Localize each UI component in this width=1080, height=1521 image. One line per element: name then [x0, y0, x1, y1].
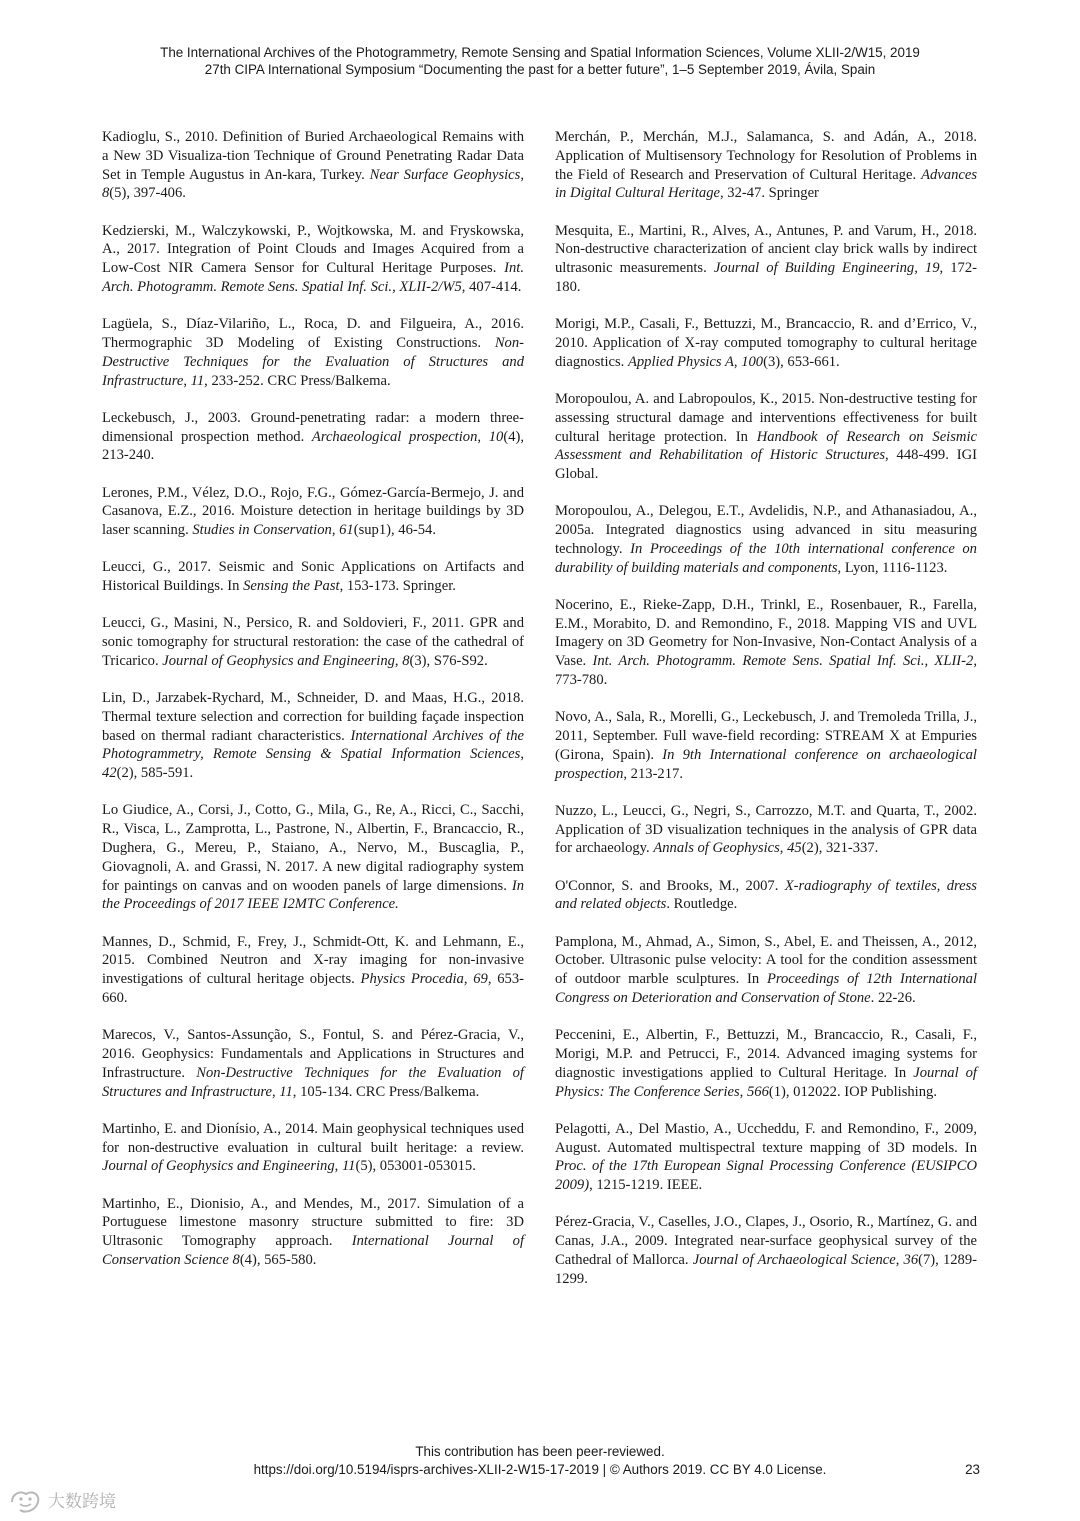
reference-entry — [555, 708, 977, 783]
reference-part-d: 69 — [473, 971, 488, 988]
reference-part-d: 45 — [787, 840, 802, 857]
reference-part-c: , 153-173. Springer. — [339, 578, 456, 595]
reference-part-a: Mesquita, E., Martini, R., Alves, A., Antunes, P. and Varum, H., 2018. Non-destructive characterization of ancient clay brick walls by indirect ultrasonic measurements. — [555, 222, 977, 277]
smile-logo-icon — [8, 1486, 158, 1516]
reference-part-d: 36 — [903, 1251, 919, 1268]
reference-part-b: Int. Arch. Photogramm. Remote Sens. Spatial Inf. Sci., XLII-2/W5 — [102, 260, 524, 295]
reference-part-c: , — [271, 1083, 280, 1100]
reference-part-d: 10 — [488, 428, 504, 445]
reference-part-c: , 172-180. — [555, 260, 977, 295]
reference-part-b: Annals of Geophysics — [653, 840, 780, 857]
reference-part-b: Studies in Conservation — [192, 522, 332, 539]
reference-part-b: In 9th International conference on archaeological prospection — [555, 746, 977, 782]
reference-part-a: Moropoulou, A. and Labropoulos, K., 2015. Non-destructive testing for assessing structural damage and interventions effectiveness for built cultural heritage protection. In — [555, 390, 977, 445]
reference-part-b: International Archives of the Photogrammetry, Remote Sensing & Spatial Information Sciences — [102, 727, 524, 763]
reference-entry — [555, 315, 977, 371]
reference-part-d: 8 — [232, 1251, 240, 1268]
reference-entry — [102, 409, 524, 465]
reference-entry — [555, 933, 977, 1008]
reference-part-c: , 213-217. — [623, 765, 683, 782]
reference-part-a: Morigi, M.P., Casali, F., Bettuzzi, M., Brancaccio, R. and d’Errico, V., 2010. Application of X-ray computed tomography to cultural heritage diagnostics. — [555, 316, 977, 370]
reference-part-a: Novo, A., Sala, R., Morelli, G., Leckebusch, J. and Tremoleda Trilla, J., 2011, September. Full wave-field recording: STREAM X at Empuries (Girona, Spain). — [555, 709, 977, 763]
reference-part-b: Handbook of Research on Seismic Assessment and Rehabilitation of Historic Structures — [555, 428, 977, 464]
reference-entry — [102, 614, 524, 670]
reference-part-e: (7), 1289-1299. — [555, 1251, 978, 1287]
watermark — [8, 1486, 158, 1516]
reference-part-b: Journal of Building Engineering, 19 — [713, 260, 940, 277]
reference-entry — [102, 933, 524, 1008]
header-line-1: The International Archives of the Photogrammetry, Remote Sensing and Spatial Information Sciences, Volume XLII-2/W15, 2019 — [160, 45, 920, 60]
reference-part-b: Journal of Geophysics and Engineering — [162, 652, 395, 669]
reference-part-a: Leucci, G., Masini, N., Persico, R. and Soldovieri, F., 2011. GPR and sonic tomography for structural restoration: the case of the cathedral of Tricarico. — [102, 615, 524, 669]
reference-part-b: Journal of Archaeological Science — [692, 1251, 896, 1268]
reference-entry — [102, 1195, 524, 1270]
reference-entry — [102, 801, 524, 914]
reference-part-a: Moropoulou, A., Delegou, E.T., Avdelidis, N.P., and Athanasiadou, A., 2005a. Integrated diagnostics using advanced in situ measuring technology. — [555, 503, 977, 557]
reference-part-a: Merchán, P., Merchán, M.J., Salamanca, S. and Adán, A., 2018. Application of Multisensory Technology for Resolution of Problems in the Field of Research and Preservation of Cultural Heritage. — [555, 129, 977, 183]
reference-part-a: O'Connor, S. and Brooks, M., 2007. — [555, 877, 785, 894]
reference-part-b: Non-Destructive Techniques for the Evaluation of Structures and Infrastructure — [102, 334, 524, 389]
reference-part-c: , Lyon, 1116-1123. — [837, 559, 948, 576]
reference-part-e: (5), 397-406. — [109, 185, 186, 202]
page-number: 23 — [965, 1462, 980, 1477]
reference-part-c: , 1215-1219. IEEE. — [589, 1177, 703, 1194]
reference-part-d: 11 — [279, 1083, 293, 1100]
reference-part-a: Lerones, P.M., Vélez, D.O., Rojo, F.G., Gómez-García-Bermejo, J. and Casanova, E.Z., 2016. Moisture detection in heritage buildings by 3D laser scanning. — [102, 484, 524, 539]
reference-part-a: Pamplona, M., Ahmad, A., Simon, S., Abel, E. and Theissen, A., 2012, October. Ultrasonic pulse velocity: A tool for the condition assessment of outdoor marble sculptures. In — [555, 933, 977, 988]
reference-part-b: Journal of Geophysics and Engineering — [102, 1158, 335, 1175]
reference-part-b: Proceedings of 12th International Congress on Deterioration and Conservation of Stone — [555, 971, 978, 1006]
reference-part-c: , — [739, 1083, 747, 1100]
reference-part-e: , 653-660. — [102, 971, 524, 1006]
reference-part-a: Kadioglu, S., 2010. Definition of Buried Archaeological Remains with a New 3D Visualiza-tion Technique of Ground Penetrating Radar Data Set in Temple Augustus in An-kara, Turkey. — [102, 129, 524, 183]
references-right-column — [555, 128, 977, 1307]
reference-part-a: Lagüela, S., Díaz-Vilariño, L., Roca, D. and Filgueira, A., 2016. Thermographic 3D Modeling of Existing Constructions. — [102, 316, 524, 351]
reference-part-b: Journal of Physics: The Conference Series — [555, 1064, 977, 1100]
reference-part-a: Nocerino, E., Rieke-Zapp, D.H., Trinkl, E., Rosenbauer, R., Farella, E.M., Morabito, D. and Remondino, F., 2018. Mapping VIS and UVL Imagery on 3D Geometry for Non-Invasive, Non-Contact Analysis of a Vase. — [555, 596, 977, 670]
reference-part-a: Lo Giudice, A., Corsi, J., Cotto, G., Mila, G., Re, A., Ricci, C., Sacchi, R., Visca, L., Zamprotta, L., Pastrone, N., Albertin, F., Brancaccio, R., Dughera, G., Mereu, P., Staiano, A., Nervo, M., Buscaglia, P., Giovagnoli, A. and Grassi, N. 2017. A new digital radiography system for paintings on canvas and on wooden panels of large dimensions. — [102, 802, 524, 894]
header-line-2: 27th CIPA International Symposium “Documenting the past for a better future”, 1–5 September 2019, Ávila, Spain — [204, 62, 876, 77]
reference-entry — [102, 222, 524, 297]
reference-part-a: Lin, D., Jarzabek-Rychard, M., Schneider, D. and Maas, H.G., 2018. Thermal texture selection and correction for building façade inspection based on thermal radiant characteristics. — [102, 690, 524, 744]
reference-part-b: Near Surface Geophysics — [369, 166, 521, 183]
reference-part-e: (2), 585-591. — [116, 765, 194, 782]
reference-part-d: 11 — [190, 372, 205, 389]
reference-part-b: Applied Physics A — [627, 353, 734, 370]
reference-part-d: 8 — [102, 185, 110, 202]
reference-part-e: (5), 053001-053015. — [355, 1158, 476, 1175]
reference-part-a: Peccenini, E., Albertin, F., Bettuzzi, M., Brancaccio, R., Casali, F., Morigi, M.P. and Petrucci, F., 2014. Advanced imaging systems for diagnostic investigations applied to Cultural Heritage. In — [555, 1027, 977, 1081]
reference-part-a: Marecos, V., Santos-Assunção, S., Fontul, S. and Pérez-Gracia, V., 2016. Geophysics: Fundamentals and Applications in Structures and Infrastructure. — [102, 1027, 524, 1081]
reference-part-b: In the Proceedings of 2017 IEEE I2MTC Conference. — [102, 877, 524, 913]
reference-part-c: , 448-499. IGI Global. — [555, 447, 977, 483]
reference-part-a: Nuzzo, L., Leucci, G., Negri, S., Carrozzo, M.T. and Quarta, T., 2002. Application of 3D visualization techniques in the analysis of GPR data for archaeology. — [555, 802, 977, 857]
reference-part-a: Kedzierski, M., Walczykowski, P., Wojtkowska, M. and Fryskowska, A., 2017. Integration of Point Clouds and Images Acquired from a Low-Cost NIR Camera Sensor for Cultural Heritage Purposes. — [102, 222, 524, 277]
reference-entry — [555, 1026, 977, 1101]
reference-part-e: , 105-134. CRC Press/Balkema. — [292, 1083, 480, 1100]
reference-entry — [555, 128, 977, 203]
reference-part-e: (3), S76-S92. — [409, 652, 488, 669]
reference-part-d: 8 — [402, 652, 410, 669]
reference-part-b: Archaeological prospection — [311, 428, 478, 445]
reference-part-d: 11 — [341, 1158, 356, 1175]
reference-part-d: 566 — [746, 1083, 769, 1100]
reference-part-c: , — [520, 746, 524, 763]
doi-license-line: https://doi.org/10.5194/isprs-archives-XLII-2-W15-17-2019 | © Authors 2019. CC BY 4.0 License. — [253, 1462, 827, 1477]
reference-part-c: , — [520, 166, 524, 183]
page-header — [60, 44, 1020, 78]
reference-part-c: , — [895, 1251, 904, 1268]
reference-part-c: , 407-414. — [461, 278, 522, 295]
reference-entry — [102, 689, 524, 783]
page-footer — [60, 1443, 1020, 1479]
reference-entry — [102, 128, 524, 203]
reference-entry — [555, 222, 977, 297]
reference-part-a: Leucci, G., 2017. Seismic and Sonic Applications on Artifacts and Historical Buildings. In — [102, 559, 524, 595]
reference-part-c: , — [477, 428, 489, 445]
reference-entry — [102, 558, 524, 596]
reference-entry — [555, 877, 977, 915]
reference-part-a: Pelagotti, A., Del Mastio, A., Uccheddu, F. and Remondino, F., 2009, August. Automated multispectral texture mapping of 3D models. In — [555, 1120, 977, 1156]
reference-part-c: , — [331, 522, 340, 539]
reference-part-c: . 22-26. — [870, 990, 916, 1006]
reference-part-b: Physics Procedia — [360, 971, 464, 988]
reference-part-a: Martinho, E. and Dionísio, A., 2014. Main geophysical techniques used for non-destructive evaluation in cultural built heritage: a review. — [102, 1120, 524, 1156]
reference-part-c: , — [463, 971, 474, 988]
reference-part-b: Proc. of the 17th European Signal Processing Conference (EUSIPCO 2009) — [555, 1158, 977, 1194]
watermark-text: 大数跨境 — [48, 1492, 116, 1512]
reference-part-c: , — [183, 372, 191, 389]
reference-part-c: , — [779, 840, 788, 857]
reference-part-c: . Routledge. — [666, 896, 738, 913]
reference-entry — [555, 1120, 977, 1195]
reference-part-e: (2), 321-337. — [801, 840, 879, 857]
reference-part-b: In Proceedings of the 10th international conference on durability of building materials and components — [555, 540, 977, 576]
reference-part-e: (sup1), 46-54. — [353, 522, 437, 539]
reference-entry — [555, 1213, 977, 1288]
reference-part-e: (4), 565-580. — [239, 1251, 317, 1268]
reference-entry — [102, 315, 524, 390]
references-left-column — [102, 128, 524, 1288]
reference-entry — [102, 1120, 524, 1176]
reference-entry — [102, 1026, 524, 1101]
reference-part-c: , 773-780. — [555, 653, 977, 689]
reference-part-c: , — [334, 1158, 342, 1175]
reference-part-e: (4), 213-240. — [102, 428, 524, 464]
reference-part-c: , — [733, 353, 742, 370]
reference-part-a: Leckebusch, J., 2003. Ground-penetrating radar: a modern three-dimensional prospection method. — [102, 409, 524, 445]
reference-entry — [555, 596, 977, 690]
reference-part-e: (3), 653-661. — [763, 353, 840, 370]
reference-part-a: Pérez-Gracia, V., Caselles, J.O., Clapes, J., Osorio, R., Martínez, G. and Canas, J.A., 2009. Integrated near-surface geophysical survey of the Cathedral of Mallorca. — [555, 1214, 977, 1268]
reference-part-a: Mannes, D., Schmid, F., Frey, J., Schmidt-Ott, K. and Lehmann, E., 2015. Combined Neutron and X-ray imaging for non-invasive investigations of cultural heritage objects. — [102, 933, 524, 988]
reference-part-c: , 32-47. Springer — [720, 185, 819, 202]
reference-part-b: International Journal of Conservation Science — [102, 1233, 524, 1268]
reference-entry — [555, 502, 977, 577]
reference-part-b: Non-Destructive Techniques for the Evaluation of Structures and Infrastructure — [102, 1064, 524, 1100]
reference-part-d: 100 — [741, 353, 764, 370]
reference-part-e: (1), 012022. IOP Publishing. — [768, 1083, 937, 1100]
reference-part-c: , — [394, 652, 403, 669]
reference-part-a: Martinho, E., Dionisio, A., and Mendes, M., 2017. Simulation of a Portuguese limestone masonry structure submitted to fire: 3D Ultrasonic Tomography approach. — [102, 1195, 524, 1250]
reference-entry — [102, 484, 524, 540]
reference-part-b: Sensing the Past — [243, 578, 340, 595]
reference-part-d: 61 — [339, 522, 354, 539]
reference-part-b: X-radiography of textiles, dress and related objects — [555, 877, 977, 913]
peer-review-note: This contribution has been peer-reviewed. — [415, 1444, 665, 1459]
reference-entry — [555, 390, 977, 484]
reference-entry — [555, 802, 977, 858]
reference-part-e: , 233-252. CRC Press/Balkema. — [204, 372, 391, 389]
reference-part-b: Int. Arch. Photogramm. Remote Sens. Spatial Inf. Sci., XLII-2 — [592, 653, 974, 670]
reference-part-d: 42 — [102, 765, 117, 782]
reference-part-b: Advances in Digital Cultural Heritage — [555, 166, 977, 202]
